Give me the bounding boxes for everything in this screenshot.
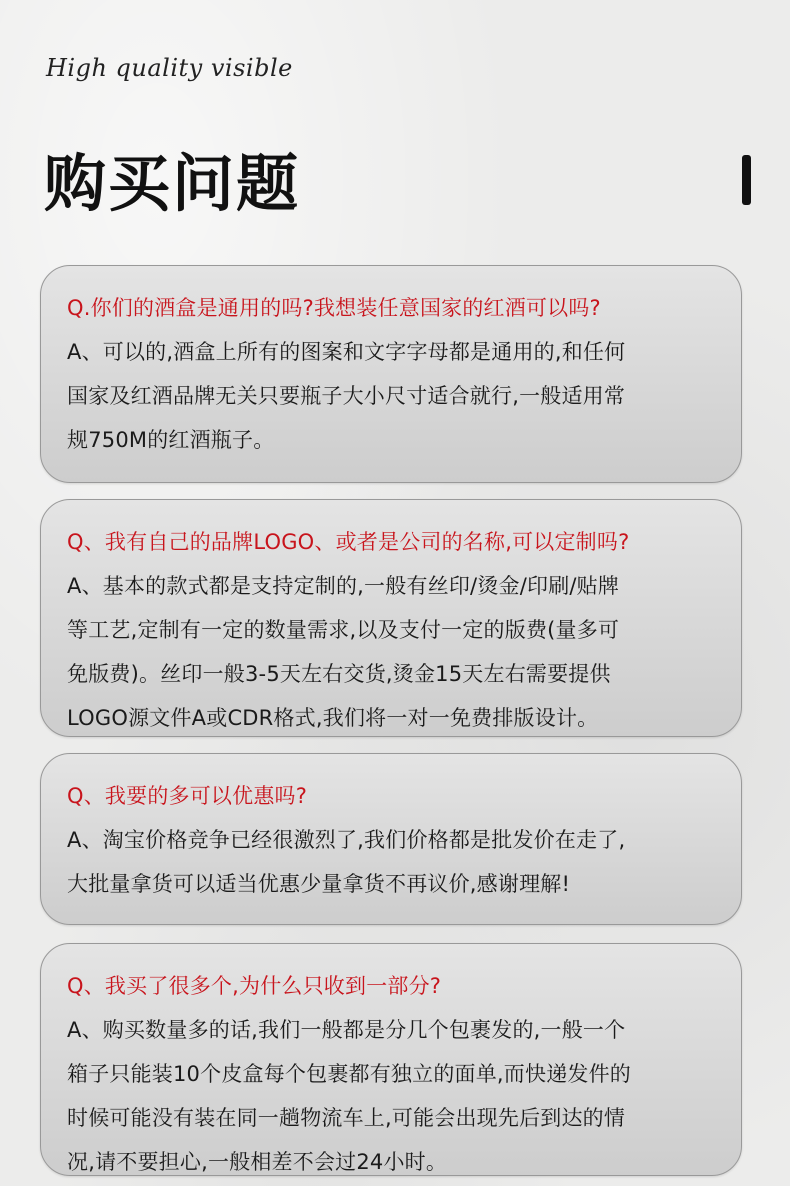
faq-question: Q、我要的多可以优惠吗?	[67, 784, 308, 808]
title-accent-bar	[742, 155, 751, 205]
page-title: 购买问题	[44, 147, 301, 220]
faq-answer	[67, 330, 731, 462]
faq-answer	[67, 818, 731, 906]
faq-answer	[67, 564, 731, 740]
faq-answer	[67, 1008, 731, 1184]
faq-answer-line: A、淘宝价格竞争已经很激烈了,我们价格都是批发价在走了,	[67, 828, 626, 852]
faq-answer-line: 况,请不要担心,一般相差不会过24小时。	[67, 1150, 448, 1174]
faq-answer-line: 大批量拿货可以适当优惠少量拿货不再议价,感谢理解!	[67, 872, 571, 896]
faq-answer-line: A、基本的款式都是支持定制的,一般有丝印/烫金/印刷/贴牌	[67, 574, 620, 598]
faq-question: Q、我有自己的品牌LOGO、或者是公司的名称,可以定制吗?	[67, 530, 630, 554]
faq-answer-line: 等工艺,定制有一定的数量需求,以及支付一定的版费(量多可	[67, 618, 620, 642]
faq-card-1	[40, 265, 742, 483]
faq-answer-line: 规750M的红酒瓶子。	[67, 428, 275, 452]
faq-card-4	[40, 943, 742, 1176]
faq-answer-line: A、购买数量多的话,我们一般都是分几个包裹发的,一般一个	[67, 1018, 626, 1042]
faq-answer-line: 国家及红酒品牌无关只要瓶子大小尺寸适合就行,一般适用常	[67, 384, 626, 408]
faq-question: Q.你们的酒盒是通用的吗?我想装任意国家的红酒可以吗?	[67, 296, 601, 320]
faq-answer-line: A、可以的,酒盒上所有的图案和文字字母都是通用的,和任何	[67, 340, 626, 364]
faq-card-3	[40, 753, 742, 925]
faq-answer-line: 箱子只能装10个皮盒每个包裹都有独立的面单,而快递发件的	[67, 1062, 631, 1086]
faq-card-2	[40, 499, 742, 737]
script-subtitle: High quality visible	[46, 54, 293, 82]
faq-answer-line: 免版费)。丝印一般3-5天左右交货,烫金15天左右需要提供	[67, 662, 611, 686]
faq-answer-line: 时候可能没有装在同一趟物流车上,可能会出现先后到达的情	[67, 1106, 626, 1130]
faq-answer-line: LOGO源文件A或CDR格式,我们将一对一免费排版设计。	[67, 706, 599, 730]
faq-question: Q、我买了很多个,为什么只收到一部分?	[67, 974, 442, 998]
